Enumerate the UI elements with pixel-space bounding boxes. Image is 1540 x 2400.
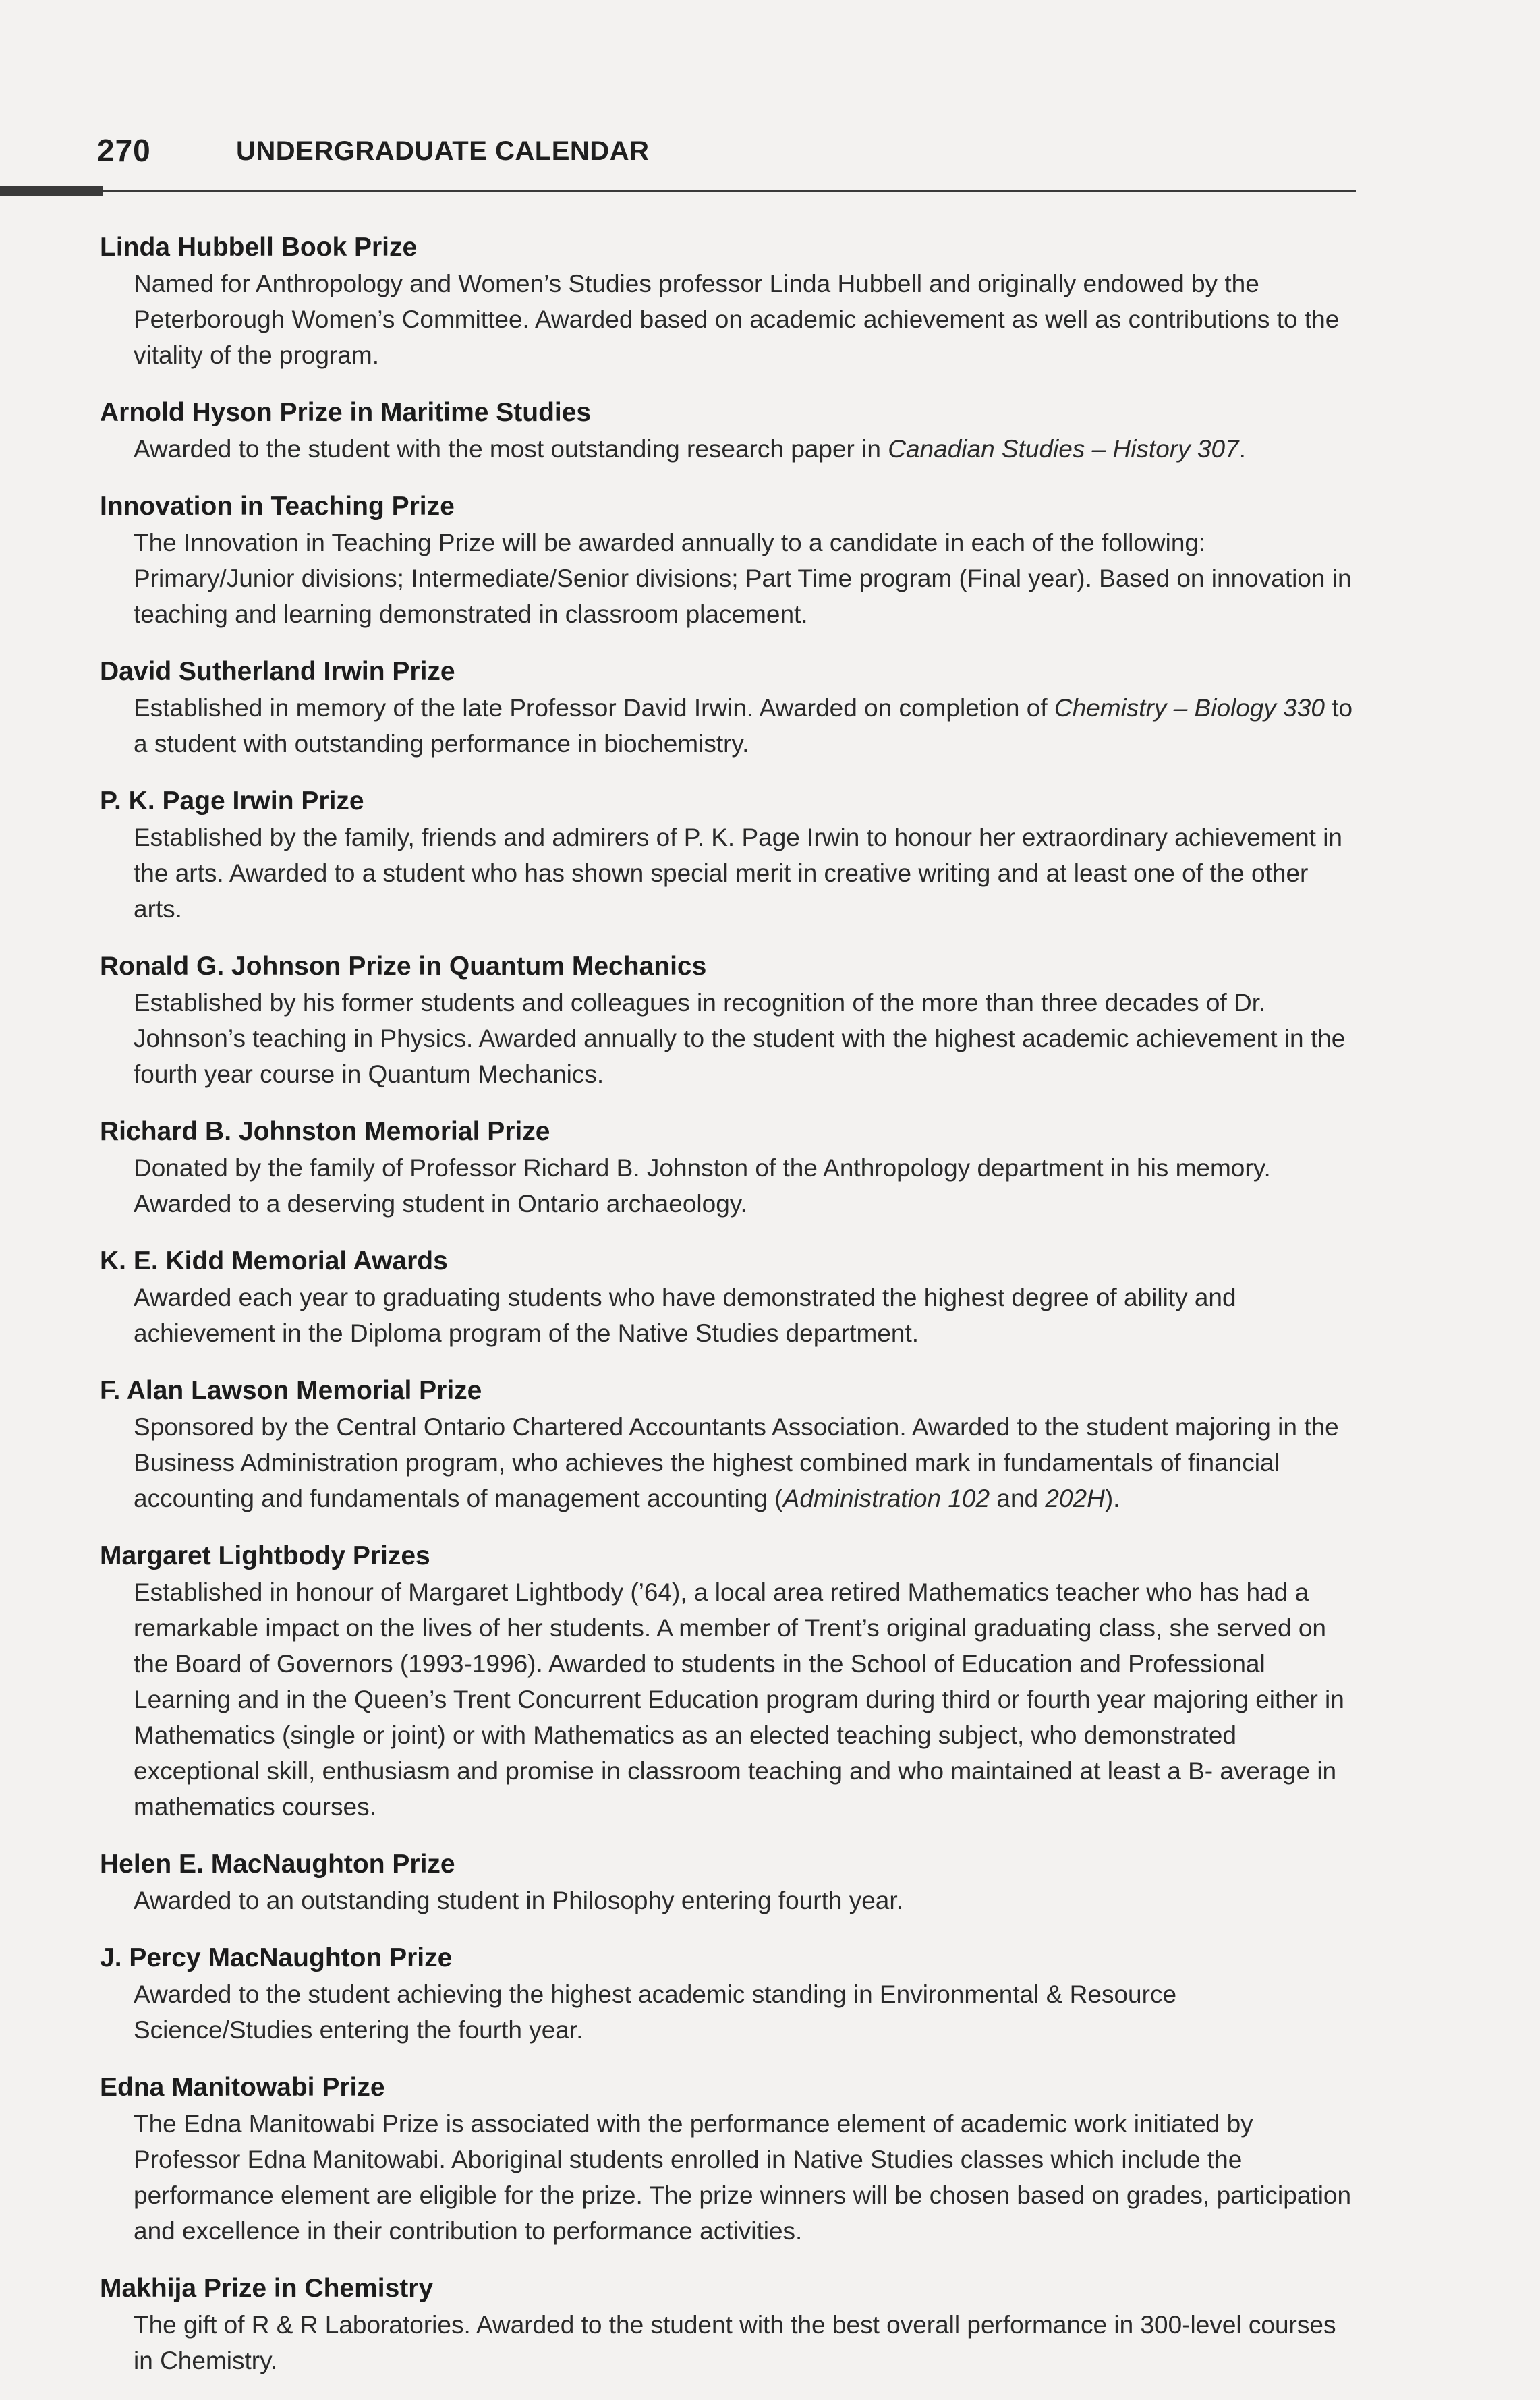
prize-description <box>134 690 1354 762</box>
prize-title: Edna Manitowabi Prize <box>100 2073 385 2102</box>
prize-description <box>134 1280 1354 1351</box>
prize-description <box>134 1883 1354 1918</box>
course-name: Administration 102 <box>782 1485 990 1512</box>
description-text: and <box>990 1485 1046 1512</box>
prize-entry <box>100 2069 1354 2249</box>
prize-description <box>134 1574 1354 1825</box>
prize-title: J. Percy MacNaughton Prize <box>100 1943 453 1972</box>
prize-entry <box>100 488 1354 632</box>
description-text: . <box>1238 435 1246 463</box>
prize-description <box>134 985 1354 1092</box>
description-text: Awarded to an outstanding student in Philosophy entering fourth year. <box>134 1887 903 1914</box>
prize-title: Linda Hubbell Book Prize <box>100 233 418 262</box>
description-text: Named for Anthropology and Women’s Studies professor Linda Hubbell and originally endowed by the Peterborough Women’s Committee. Awarded based on academic achievement as well as contributions to the vitality of the program. <box>134 270 1340 369</box>
course-name: 202H <box>1045 1485 1105 1512</box>
prize-entry <box>100 654 1354 762</box>
header-rule-thick <box>0 186 103 196</box>
prize-description <box>134 1150 1354 1222</box>
prize-title: Richard B. Johnston Memorial Prize <box>100 1117 550 1146</box>
description-text: Sponsored by the Central Ontario Chartered Accountants Association. Awarded to the student majoring in the Business Administration program, who achieves the highest combined mark in fundamentals of financial accounting and fundamentals of management accounting ( <box>134 1413 1339 1512</box>
description-text: Established by the family, friends and admirers of P. K. Page Irwin to honour her extraordinary achievement in the arts. Awarded to a student who has shown special merit in creative writing and at least one of the other arts. <box>134 824 1343 923</box>
prize-title: F. Alan Lawson Memorial Prize <box>100 1376 482 1405</box>
prize-title: Makhija Prize in Chemistry <box>100 2274 434 2303</box>
running-head: UNDERGRADUATE CALENDAR <box>236 136 650 166</box>
description-text: to a student with outstanding performance in biochemistry. <box>134 694 1353 758</box>
prize-title: Helen E. MacNaughton Prize <box>100 1850 455 1879</box>
prize-entry <box>100 1114 1354 1222</box>
prize-entry <box>100 1243 1354 1351</box>
prize-title: David Sutherland Irwin Prize <box>100 657 455 686</box>
prize-title: P. K. Page Irwin Prize <box>100 787 364 816</box>
description-text: Established in memory of the late Professor David Irwin. Awarded on completion of <box>134 694 1054 722</box>
course-name: Chemistry – Biology 330 <box>1054 694 1325 722</box>
page-header <box>94 132 1356 179</box>
prize-title: Margaret Lightbody Prizes <box>100 1541 430 1570</box>
description-text: ). <box>1104 1485 1120 1512</box>
prize-entry <box>100 395 1354 467</box>
prize-description <box>134 431 1354 467</box>
description-text: The Edna Manitowabi Prize is associated with the performance element of academic work initiated by Professor Edna Manitowabi. Aboriginal students enrolled in Native Studies classes which include the performance element are eligible for the prize. The prize winners will be chosen based on grades, participation and excellence in their contribution to performance activities. <box>134 2110 1352 2245</box>
prize-entry <box>100 1538 1354 1825</box>
prize-description <box>134 266 1354 373</box>
description-text: Donated by the family of Professor Richard B. Johnston of the Anthropology department in his memory. Awarded to a deserving student in Ontario archaeology. <box>134 1154 1271 1218</box>
prize-description <box>134 820 1354 927</box>
prize-description <box>134 2106 1354 2249</box>
prize-list <box>100 229 1354 2400</box>
page-number: 270 <box>97 133 151 168</box>
prize-description <box>134 525 1354 632</box>
prize-description <box>134 1409 1354 1516</box>
prize-title: Ronald G. Johnson Prize in Quantum Mechanics <box>100 952 707 981</box>
prize-description <box>134 1976 1354 2048</box>
prize-title: Innovation in Teaching Prize <box>100 492 455 521</box>
description-text: Established in honour of Margaret Lightbody (’64), a local area retired Mathematics teacher who has had a remarkable impact on the lives of her students. A member of Trent’s original graduating class, she served on the Board of Governors (1993-1996). Awarded to students in the School of Education and Professional Learning and in the Queen’s Trent Concurrent Education program during third or fourth year majoring either in Mathematics (single or joint) or with Mathematics as an elected teaching subject, who demonstrated exceptional skill, enthusiasm and promise in classroom teaching and who maintained at least a B- average in mathematics courses. <box>134 1578 1344 1821</box>
prize-description <box>134 2307 1354 2378</box>
prize-entry <box>100 229 1354 373</box>
course-name: Canadian Studies – History 307 <box>888 435 1239 463</box>
prize-entry <box>100 948 1354 1092</box>
prize-entry <box>100 2270 1354 2378</box>
description-text: The Innovation in Teaching Prize will be awarded annually to a candidate in each of the following: Primary/Junior divisions; Intermediate/Senior divisions; Part Time program (Final year). Based on innovation in teaching and learning demonstrated in classroom placement. <box>134 529 1352 628</box>
prize-entry <box>100 1373 1354 1516</box>
description-text: Awarded to the student achieving the highest academic standing in Environmental & Resource Science/Studies entering the fourth year. <box>134 1980 1177 2044</box>
prize-entry <box>100 783 1354 927</box>
prize-entry <box>100 1846 1354 1918</box>
header-rule-thin <box>103 190 1356 192</box>
description-text: Awarded each year to graduating students who have demonstrated the highest degree of ability and achievement in the Diploma program of the Native Studies department. <box>134 1284 1236 1347</box>
prize-title: Arnold Hyson Prize in Maritime Studies <box>100 398 592 427</box>
prize-entry <box>100 1940 1354 2048</box>
description-text: Established by his former students and colleagues in recognition of the more than three decades of Dr. Johnson’s teaching in Physics. Awarded annually to the student with the highest academic achievement in the fourth year course in Quantum Mechanics. <box>134 989 1346 1088</box>
description-text: The gift of R & R Laboratories. Awarded to the student with the best overall performance in 300-level courses in Chemistry. <box>134 2311 1336 2374</box>
description-text: Awarded to the student with the most outstanding research paper in <box>134 435 888 463</box>
prize-title: K. E. Kidd Memorial Awards <box>100 1247 448 1276</box>
